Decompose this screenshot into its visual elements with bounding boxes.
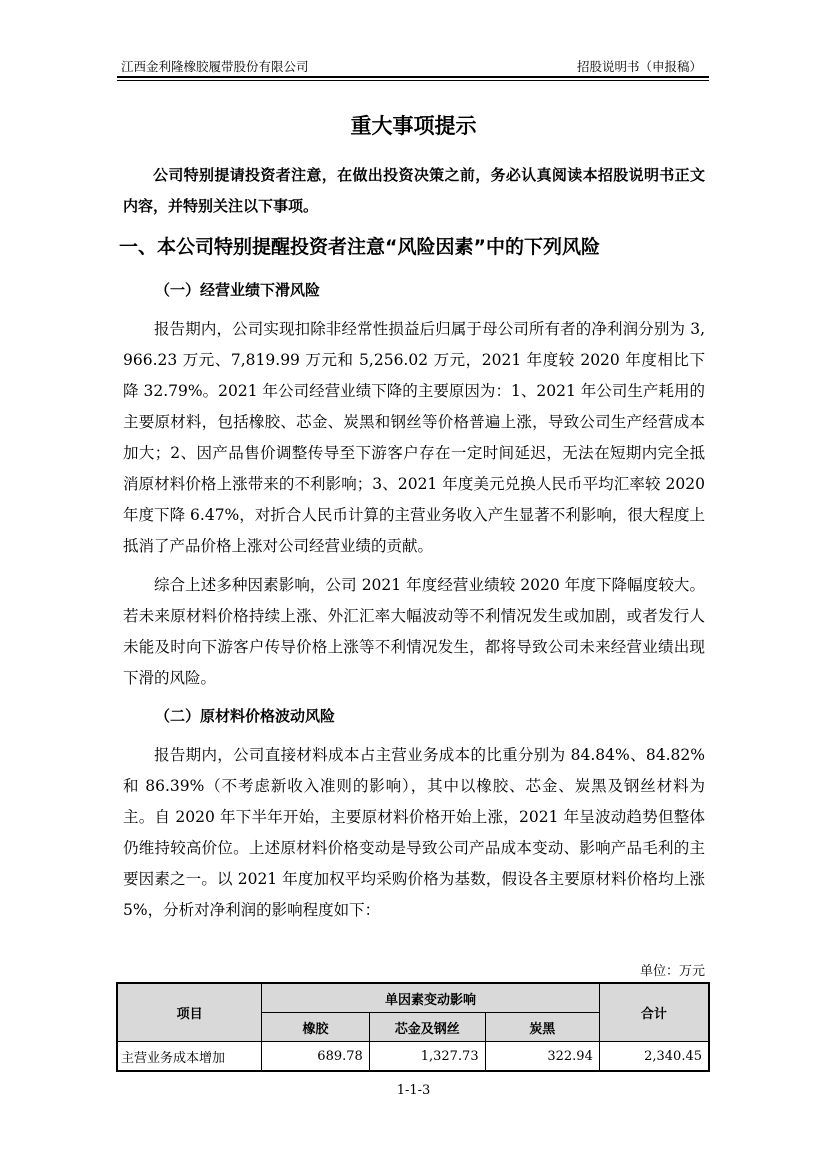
cell-total: 2,340.45	[599, 1042, 709, 1072]
header-rule	[117, 76, 709, 78]
header-rule-thin	[117, 80, 709, 81]
spacer	[123, 562, 705, 570]
sub2-paragraph-1: 报告期内，公司直接材料成本占主营业务成本的比重分别为 84.84%、84.82% 和 86.39%（不考虑新收入准则的影响），其中以橡胶、芯金、炭黑及钢丝材料为主。自 2020 年下半年开始，主要原材料价格开始上涨，2021 年呈波动趋势但整体仍维持较高价位。上述原材料价格变动是导致公司产品成本变动、影响产品毛利的主要因素之一。以 2021 年度加权平均采购价格为基数，假设各主要原材料价格均上涨 5%，分析对净利润的影响程度如下：	[123, 746, 705, 919]
table-unit: 单位：万元	[639, 964, 705, 979]
sub1-heading: （一）经营业绩下滑风险	[155, 281, 321, 299]
sub2-heading: （二）原材料价格波动风险	[155, 707, 336, 725]
table-row	[117, 1042, 709, 1072]
col-rubber: 橡胶	[262, 1013, 370, 1042]
sub1-paragraph-2: 综合上述多种因素影响，公司 2021 年度经营业绩较 2020 年度下降幅度较大。若未来原材料价格持续上涨、外汇汇率大幅波动等不利情况发生或加剧，或者发行人未能及时向下游客户传导价格上涨等不利情况发生，都将导致公司未来经营业绩出现下滑的风险。	[123, 576, 705, 687]
cell-carbon: 322.94	[485, 1042, 599, 1072]
cell-core: 1,327.73	[369, 1042, 485, 1072]
cost-impact-table	[116, 982, 710, 1072]
col-core: 芯金及钢丝	[369, 1013, 485, 1042]
section1-heading: 一、本公司特别提醒投资者注意“风险因素”中的下列风险	[119, 236, 600, 258]
header-company: 江西金利隆橡胶履带股份有限公司	[121, 59, 309, 74]
page-number: 1-1-3	[396, 1083, 431, 1098]
intro-paragraph: 公司特别提请投资者注意，在做出投资决策之前，务必认真阅读本招股说明书正文内容，并特别关注以下事项。	[123, 166, 705, 215]
page-title: 重大事项提示	[350, 114, 477, 138]
table-header-row	[117, 983, 709, 1013]
document-body	[119, 160, 705, 926]
cell-rubber: 689.78	[262, 1042, 370, 1072]
col-total: 合计	[599, 983, 709, 1042]
row-label: 主营业务成本增加	[117, 1042, 262, 1072]
col-carbon: 炭黑	[485, 1013, 599, 1042]
col-group: 单因素变动影响	[262, 983, 600, 1013]
sub1-paragraph-1: 报告期内，公司实现扣除非经常性损益后归属于母公司所有者的净利润分别为 3,966.23 万元、7,819.99 万元和 5,256.02 万元，2021 年度较 2020 年度相比下降 32.79%。2021 年公司经营业绩下降的主要原因为：1、2021 年公司生产耗用的主要原材料，包括橡胶、芯金、炭黑和钢丝等价格普遍上涨，导致公司生产经营成本加大；2、因产品售价调整传导至下游客户存在一定时间延迟，无法在短期内完全抵消原材料价格上涨带来的不利影响；3、2021 年度美元兑换人民币平均汇率较 2020 年度下降 6.47%，对折合人民币计算的主营业务收入产生显著不利影响，很大程度上抵消了产品价格上涨对公司经营业绩的贡献。	[123, 320, 705, 555]
col-item: 项目	[117, 983, 262, 1042]
header-doc-type: 招股说明书（申报稿）	[576, 59, 702, 74]
